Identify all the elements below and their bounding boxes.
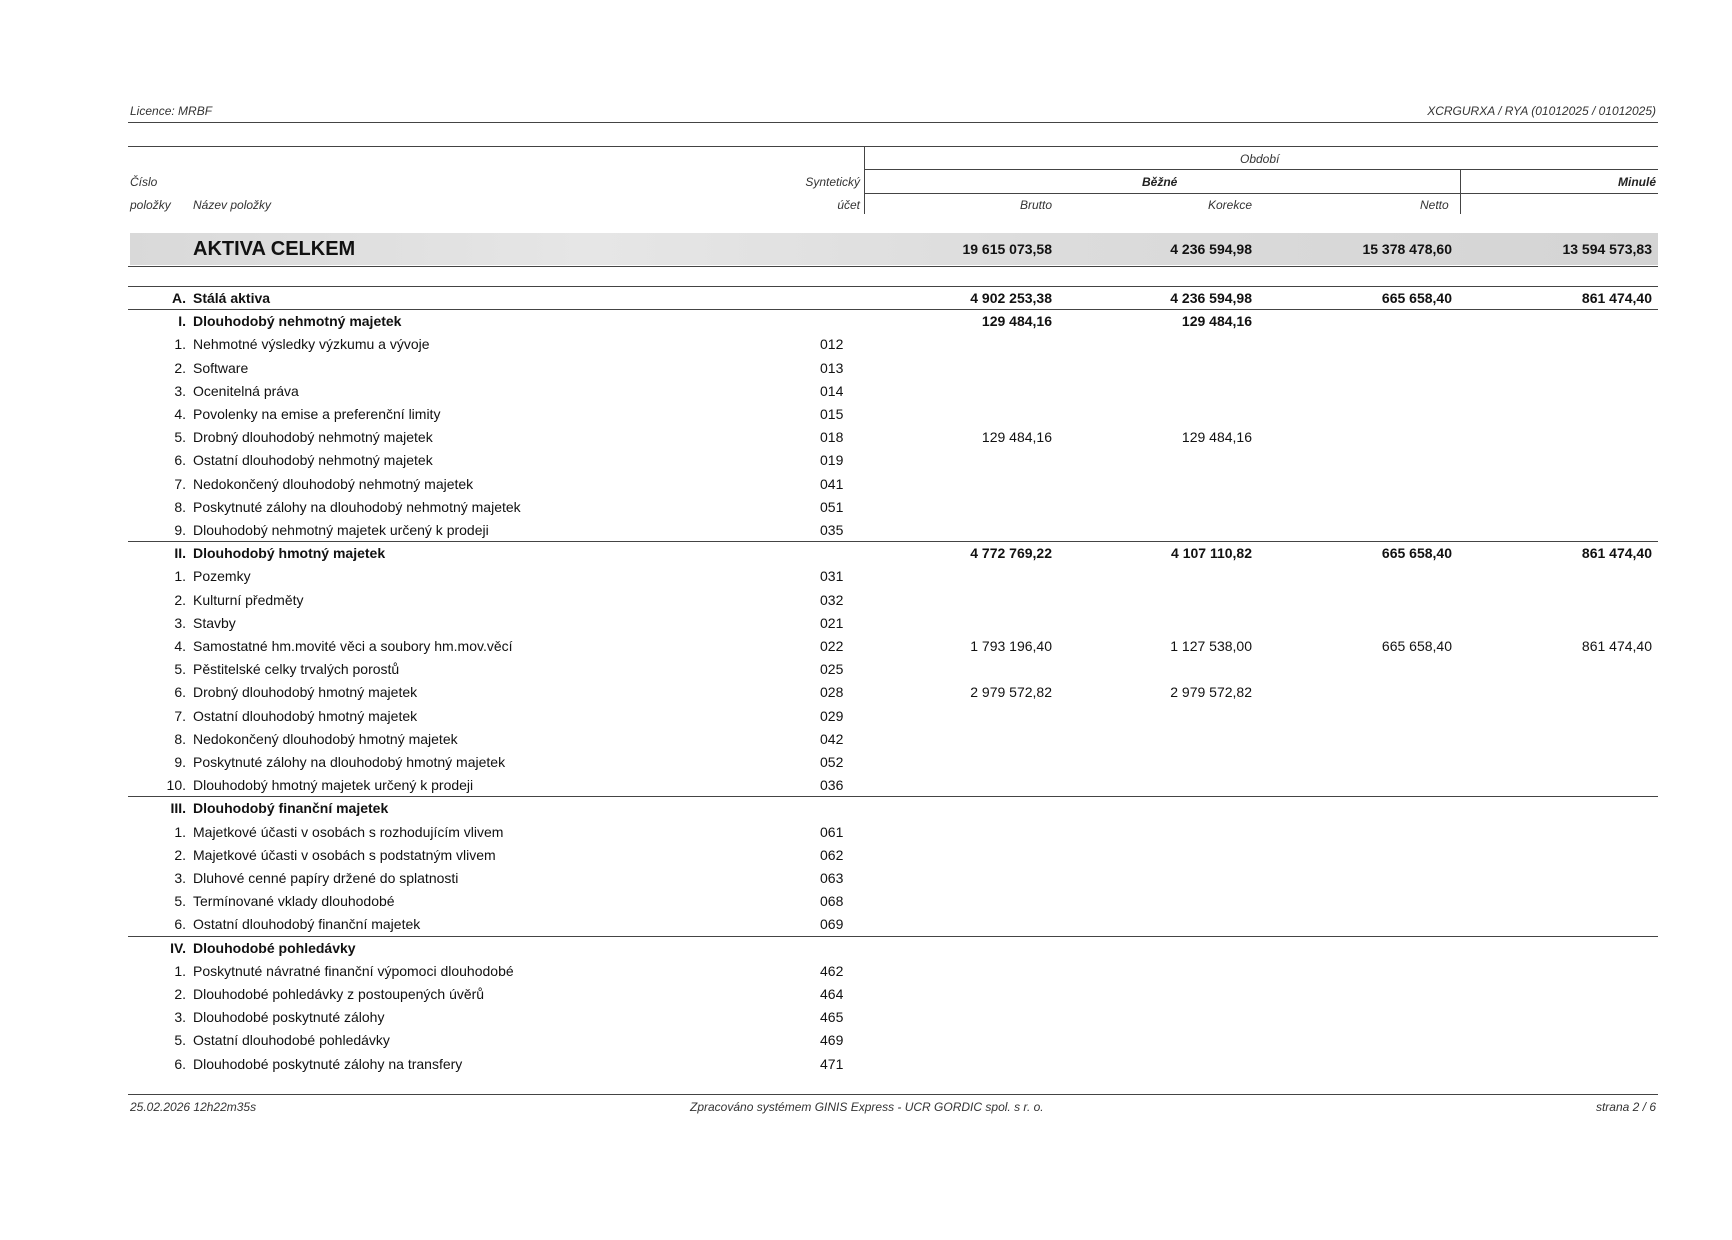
table-row (130, 681, 1658, 704)
table-row (130, 844, 1658, 867)
row-account: 469 (820, 1032, 844, 1049)
row-account: 022 (820, 638, 844, 654)
polozky-header: položky (130, 198, 171, 212)
section-row (130, 310, 1658, 333)
row-name: Kulturní předměty (193, 591, 304, 608)
synteticky-header: Syntetický (805, 175, 860, 189)
table-row (130, 473, 1658, 496)
section-row (130, 937, 1658, 960)
row-account: 036 (820, 777, 844, 794)
row-name: Ostatní dlouhodobý hmotný majetek (193, 707, 418, 724)
total-korekce: 4 236 594,98 (1170, 241, 1252, 257)
row-name: Poskytnuté návratné finanční výpomoci dlouhodobé (193, 962, 514, 979)
row-minule: 861 474,40 (1581, 545, 1652, 562)
row-name: Termínované vklady dlouhodobé (193, 893, 395, 910)
row-number: 2. (174, 591, 186, 608)
row-account: 042 (820, 730, 844, 747)
row-account: 035 (820, 522, 844, 538)
row-account: 018 (820, 429, 844, 446)
row-number: A. (172, 290, 186, 306)
row-number: III. (170, 800, 186, 817)
row-name: Dluhové cenné papíry držené do splatnosti (193, 870, 459, 886)
table-row (130, 1053, 1658, 1076)
row-korekce: 129 484,16 (1181, 429, 1252, 446)
row-name: Drobný dlouhodobý hmotný majetek (193, 684, 418, 701)
section-row (130, 542, 1658, 565)
table-row (130, 705, 1658, 728)
header-top-rule (128, 146, 1658, 147)
row-name: Samostatné hm.movité věci a soubory hm.mov.věcí (193, 638, 513, 654)
row-name: Dlouhodobé pohledávky z postoupených úvěrů (193, 986, 485, 1002)
total-netto: 15 378 478,60 (1362, 241, 1452, 257)
row-account: 013 (820, 359, 844, 376)
footer-page: strana 2 / 6 (1595, 1100, 1656, 1114)
row-number: 8. (174, 498, 186, 515)
row-number: 7. (174, 475, 186, 492)
row-account: 014 (820, 382, 844, 399)
obdobi-header: Období (1240, 152, 1280, 166)
row-korekce: 129 484,16 (1181, 313, 1252, 330)
row-name: Ostatní dlouhodobý finanční majetek (193, 916, 421, 933)
row-account: 031 (820, 568, 844, 585)
row-number: 6. (174, 1055, 186, 1072)
netto-header: Netto (1420, 198, 1449, 212)
row-account: 068 (820, 893, 844, 910)
row-name: Ostatní dlouhodobé pohledávky (193, 1032, 390, 1049)
row-number: 2. (174, 986, 186, 1002)
row-account: 015 (820, 406, 844, 422)
footer-system: Zpracováno systémem GINIS Express - UCR GORDIC spol. s r. o. (690, 1100, 1044, 1114)
table-row (130, 658, 1658, 681)
total-minule: 13 594 573,83 (1562, 241, 1652, 257)
total-label: AKTIVA CELKEM (193, 238, 356, 260)
table-row (130, 890, 1658, 913)
row-netto: 665 658,40 (1381, 545, 1452, 562)
row-number: 1. (174, 336, 186, 353)
table-row (130, 867, 1658, 890)
row-name: Dlouhodobý hmotný majetek (193, 545, 386, 562)
table-row (130, 589, 1658, 612)
table-row (130, 403, 1658, 426)
row-name: Ostatní dlouhodobý nehmotný majetek (193, 452, 433, 469)
minule-header: Minulé (1618, 175, 1656, 189)
total-brutto: 19 615 073,58 (962, 241, 1052, 257)
section-row (130, 287, 1658, 310)
row-account: 062 (820, 846, 844, 863)
row-account: 025 (820, 661, 844, 678)
table-row (130, 821, 1658, 844)
footer-timestamp: 25.02.2026 12h22m35s (130, 1100, 257, 1114)
row-account: 029 (820, 707, 844, 724)
row-name: Majetkové účasti v osobách s podstatným vlivem (193, 846, 496, 863)
table-row (130, 612, 1658, 635)
korekce-header: Korekce (1208, 198, 1253, 212)
row-name: Ocenitelná práva (193, 382, 299, 399)
row-name: Majetkové účasti v osobách s rozhodujícím vlivem (193, 823, 504, 840)
row-name: Stavby (193, 614, 236, 631)
row-brutto: 129 484,16 (981, 429, 1052, 446)
row-name: Dlouhodobé poskytnuté zálohy na transfery (193, 1055, 463, 1072)
total-rule (128, 266, 1658, 267)
row-name: Nehmotné výsledky výzkumu a vývoje (193, 336, 430, 353)
row-account: 063 (820, 870, 844, 886)
table-row (130, 565, 1658, 588)
row-name: Poskytnuté zálohy na dlouhodobý hmotný majetek (193, 754, 506, 770)
section-row (130, 797, 1658, 820)
row-name: Pozemky (193, 568, 251, 585)
row-account: 464 (820, 986, 844, 1002)
row-name: Poskytnuté zálohy na dlouhodobý nehmotný majetek (193, 498, 521, 515)
bezne-rule (865, 193, 1658, 194)
row-account: 028 (820, 684, 844, 701)
row-number: 4. (174, 406, 186, 422)
row-name: Software (193, 359, 249, 376)
row-number: 5. (174, 1032, 186, 1049)
cislo-header: Číslo (130, 175, 158, 189)
row-account: 069 (820, 916, 844, 933)
row-number: 5. (174, 893, 186, 910)
row-netto: 665 658,40 (1381, 290, 1452, 306)
row-number: 9. (174, 754, 186, 770)
obdobi-rule (865, 169, 1658, 170)
row-number: 8. (174, 730, 186, 747)
row-name: Dlouhodobé pohledávky (193, 939, 356, 956)
document-code: XCRGURXA / RYA (01012025 / 01012025) (1427, 104, 1656, 118)
row-account: 012 (820, 336, 844, 353)
brutto-header: Brutto (1020, 198, 1053, 212)
ucet-header: účet (837, 198, 860, 212)
row-name: Dlouhodobý nehmotný majetek (193, 313, 402, 330)
table-row (130, 635, 1658, 658)
row-account: 021 (820, 614, 844, 631)
row-name: Dlouhodobý hmotný majetek určený k prodeji (193, 777, 474, 794)
table-row (130, 1029, 1658, 1052)
row-number: 2. (174, 359, 186, 376)
row-account: 041 (820, 475, 844, 492)
row-number: 3. (174, 870, 186, 886)
row-name: Povolenky na emise a preferenční limity (193, 406, 441, 422)
table-row (130, 751, 1658, 774)
table-row (130, 333, 1658, 356)
row-netto: 665 658,40 (1381, 638, 1452, 654)
table-row (130, 496, 1658, 519)
row-korekce: 4 236 594,98 (1170, 290, 1252, 306)
bezne-header: Běžné (1142, 175, 1178, 189)
row-name: Nedokončený dlouhodobý nehmotný majetek (193, 475, 474, 492)
row-name: Dlouhodobý finanční majetek (193, 800, 389, 817)
row-number: 6. (174, 916, 186, 933)
row-name: Drobný dlouhodobý nehmotný majetek (193, 429, 433, 446)
row-name: Dlouhodobé poskytnuté zálohy (193, 1009, 385, 1026)
row-account: 061 (820, 823, 844, 840)
row-name: Pěstitelské celky trvalých porostů (193, 661, 400, 678)
row-number: 3. (174, 614, 186, 631)
table-row (130, 728, 1658, 751)
row-number: 9. (174, 522, 186, 538)
footer-rule (128, 1094, 1658, 1095)
row-brutto: 129 484,16 (981, 313, 1052, 330)
row-name: Stálá aktiva (193, 290, 271, 306)
row-number: 5. (174, 429, 186, 446)
table-row (130, 960, 1658, 983)
row-account: 465 (820, 1009, 844, 1026)
row-brutto: 4 772 769,22 (970, 545, 1052, 562)
row-korekce: 4 107 110,82 (1171, 545, 1252, 562)
row-name: Dlouhodobý nehmotný majetek určený k prodeji (193, 522, 489, 538)
row-account: 462 (820, 962, 844, 979)
row-number: 6. (174, 684, 186, 701)
row-account: 471 (820, 1055, 844, 1072)
table-row (130, 380, 1658, 403)
row-number: 6. (174, 452, 186, 469)
row-korekce: 2 979 572,82 (1170, 684, 1252, 701)
table-row (130, 1006, 1658, 1029)
header-rule (128, 122, 1658, 123)
row-number: IV. (170, 939, 186, 956)
row-number: 5. (174, 661, 186, 678)
total-row (130, 233, 1658, 265)
row-number: 10. (166, 777, 186, 794)
row-number: 3. (174, 382, 186, 399)
row-number: 4. (174, 638, 186, 654)
table-row (130, 357, 1658, 380)
row-minule: 861 474,40 (1581, 638, 1652, 654)
row-account: 019 (820, 452, 844, 469)
row-brutto: 4 902 253,38 (970, 290, 1052, 306)
row-account: 051 (820, 498, 844, 515)
row-number: 7. (174, 707, 186, 724)
row-minule: 861 474,40 (1581, 290, 1652, 306)
row-account: 032 (820, 591, 844, 608)
table-row (130, 983, 1658, 1006)
row-number: 1. (174, 962, 186, 979)
row-number: 3. (174, 1009, 186, 1026)
row-name: Nedokončený dlouhodobý hmotný majetek (193, 730, 458, 747)
table-row (130, 426, 1658, 449)
row-number: 1. (174, 823, 186, 840)
row-number: I. (178, 313, 186, 330)
table-row (130, 519, 1658, 542)
row-number: II. (174, 545, 186, 562)
table-row (130, 774, 1658, 797)
row-brutto: 2 979 572,82 (970, 684, 1052, 701)
row-brutto: 1 793 196,40 (970, 638, 1052, 654)
row-account: 052 (820, 754, 844, 770)
licence-label: Licence: MRBF (130, 104, 213, 118)
nazev-header: Název položky (193, 198, 272, 212)
row-number: 1. (174, 568, 186, 585)
table-row (130, 913, 1658, 936)
table-row (130, 449, 1658, 472)
row-number: 2. (174, 846, 186, 863)
minule-divider (1460, 169, 1461, 214)
acct-divider (864, 146, 865, 214)
row-korekce: 1 127 538,00 (1170, 638, 1252, 654)
